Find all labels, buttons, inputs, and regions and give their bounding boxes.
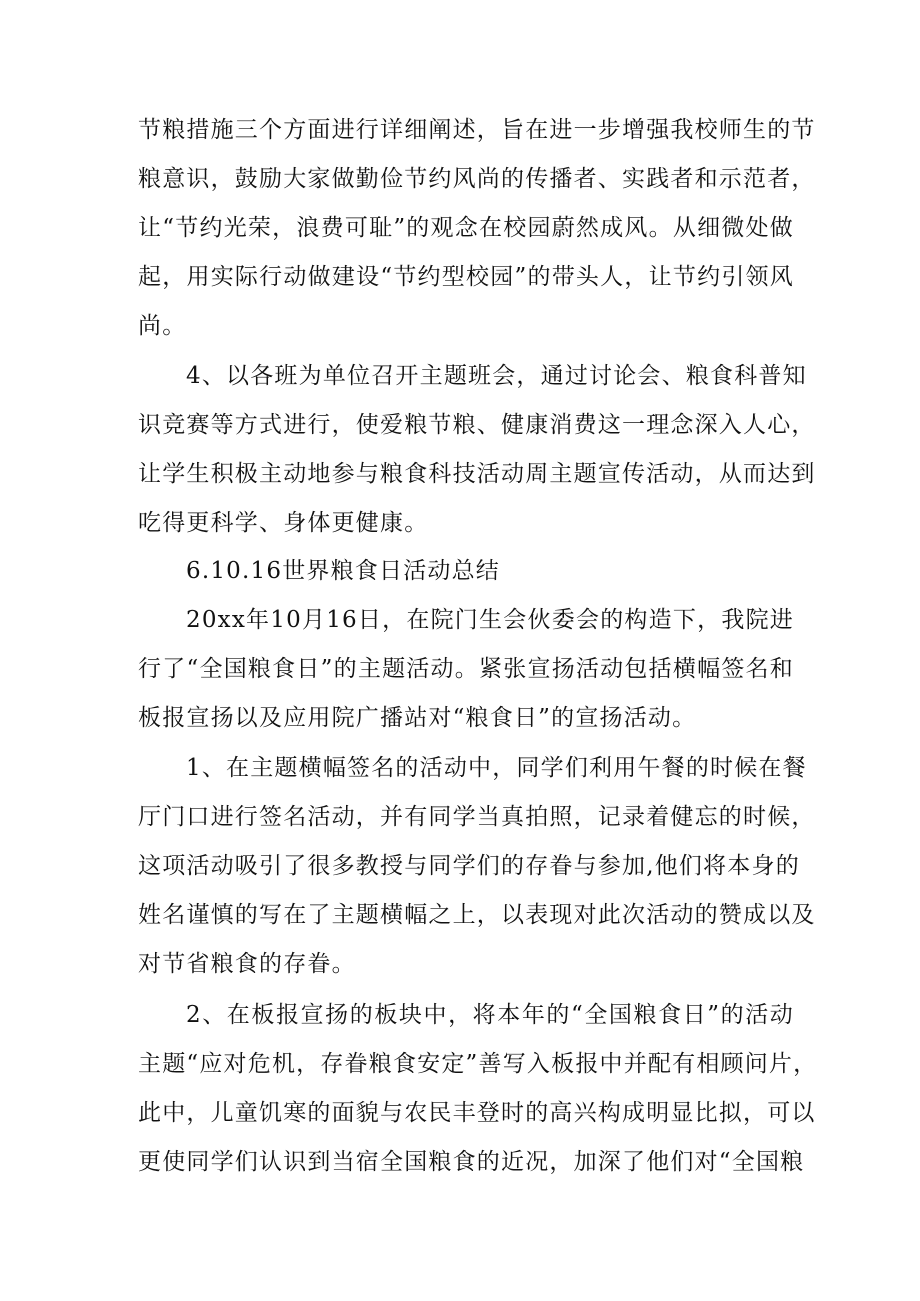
paragraph-line: 让学生积极主动地参与粮食科技活动周主题宣传活动，从而达到 — [138, 461, 816, 487]
paragraph-line: 2、在板报宣扬的板块中，将本年的“全国粮食日”的活动 — [186, 1002, 794, 1028]
paragraph-line: 这项活动吸引了很多教授与同学们的存眷与参加,他们将本身的 — [138, 853, 800, 879]
paragraph-line: 对节省粮食的存眷。 — [138, 951, 356, 977]
paragraph-line: 板报宣扬以及应用院广播站对“粮食日”的宣扬活动。 — [138, 705, 697, 731]
paragraph-line: 吃得更科学、身体更健康。 — [138, 510, 429, 536]
paragraph-line: 厅门口进行签名活动，并有同学当真拍照，记录着健忘的时候， — [138, 804, 816, 830]
paragraph-line: 起，用实际行动做建设“节约型校园”的带头人，让节约引领风 — [138, 264, 794, 290]
paragraph-line: 1、在主题横幅签名的活动中，同学们利用午餐的时候在餐 — [186, 755, 807, 781]
paragraph-line: 节粮措施三个方面进行详细阐述，旨在进一步增强我校师生的节 — [138, 117, 816, 143]
paragraph-line: 更使同学们认识到当宿全国粮食的近况，加深了他们对“全国粮 — [138, 1149, 805, 1175]
paragraph-line: 4、以各班为单位召开主题班会，通过讨论会、粮食科普知 — [186, 363, 807, 389]
paragraph-line: 粮意识，鼓励大家做勤俭节约风尚的传播者、实践者和示范者， — [138, 166, 816, 192]
paragraph-line: 让“节约光荣，浪费可耻”的观念在校园蔚然成风。从细微处做 — [138, 215, 794, 241]
paragraph-line: 姓名谨慎的写在了主题横幅之上，以表现对此次活动的赞成以及 — [138, 902, 816, 928]
paragraph-line: 20xx年10月16日，在院门生会伙委会的构造下，我院进 — [186, 607, 794, 633]
section-heading: 6.10.16世界粮食日活动总结 — [186, 558, 500, 584]
paragraph-line: 主题“应对危机，存眷粮食安定”善写入板报中并配有相顾问片， — [138, 1051, 818, 1077]
paragraph-line: 此中，儿童饥寒的面貌与农民丰登时的高兴构成明显比拟，可以 — [138, 1100, 816, 1126]
paragraph-line: 识竞赛等方式进行，使爱粮节粮、健康消费这一理念深入人心， — [138, 412, 816, 438]
paragraph-line: 尚。 — [138, 313, 187, 339]
paragraph-line: 行了“全国粮食日”的主题活动。紧张宣扬活动包括横幅签名和 — [138, 656, 794, 682]
